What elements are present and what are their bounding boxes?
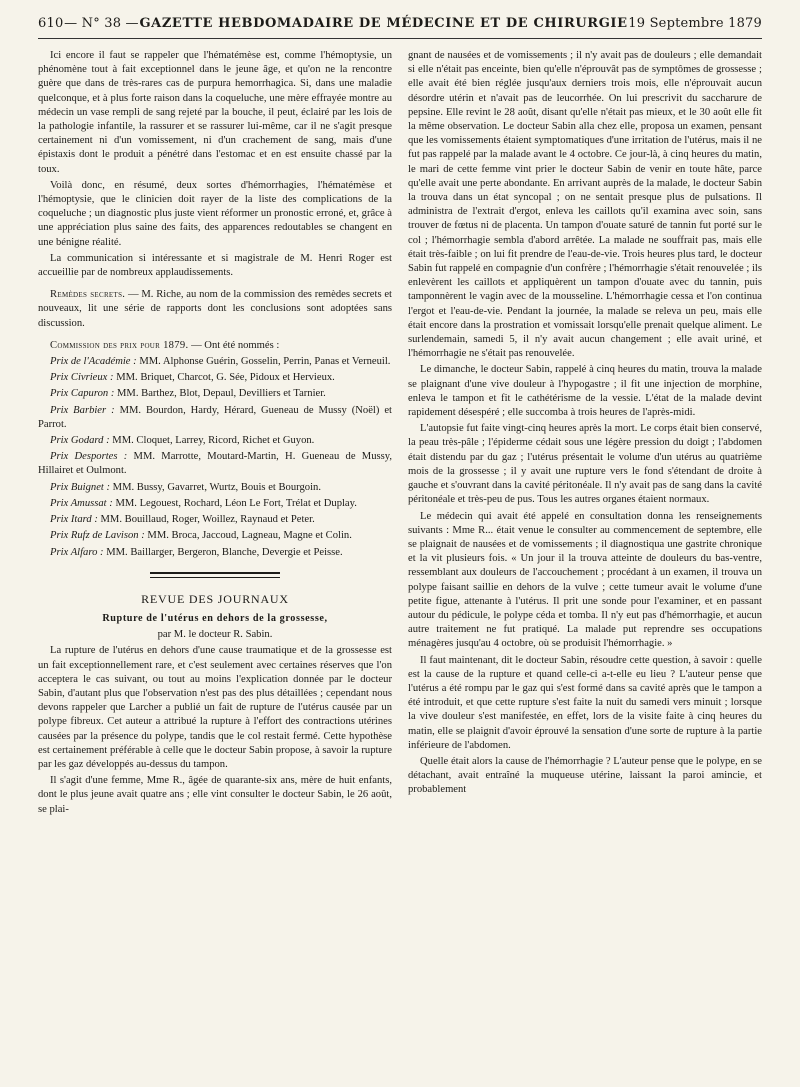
prize-entry bbox=[38, 481, 392, 495]
issue-number: — N° 38 — bbox=[64, 16, 139, 31]
prize-entry bbox=[38, 387, 392, 401]
prize-name: Prix Buignet : bbox=[50, 481, 111, 493]
prize-entry bbox=[38, 513, 392, 527]
prize-name: Prix Itard : bbox=[50, 514, 98, 526]
prize-entry bbox=[38, 450, 392, 478]
commission-label: Commission des prix pour 1879. bbox=[50, 339, 189, 351]
prize-name: Prix Godard : bbox=[50, 435, 110, 447]
section-divider bbox=[150, 572, 280, 578]
prize-entry bbox=[38, 355, 392, 369]
issue-date: 19 Septembre 1879 bbox=[628, 16, 762, 31]
prize-members: MM. Bussy, Gavarret, Wurtz, Bouis et Bourgoin. bbox=[112, 481, 321, 493]
paragraph: L'autopsie fut faite vingt-cinq heures après la mort. Le corps était bien conservé, la peau très-pâle ; l'épiderme cédait sous une légère pression du doigt ; l'abdomen était distendu par du gaz ; l'utérus présentait le volume d'un utérus au quatrième mois de la grossesse ; il y avait une rupture vers le fond s'étendant de droite à gauche et s'ouvrant dans la cavité péritonéale. Il n'y avait pas de sang dans la cavité péritonéale et très-peu de pus. Tous les autres organes étaient normaux. bbox=[408, 423, 762, 506]
commission-paragraph bbox=[38, 339, 392, 353]
section-title: REVUE DES JOURNAUX bbox=[141, 591, 289, 606]
prize-members: MM. Baillarger, Bergeron, Blanche, Devergie et Peisse. bbox=[106, 546, 343, 558]
paragraph: Il faut maintenant, dit le docteur Sabin, résoudre cette question, à savoir : quelle est la cause de la rupture et quand celle-ci a-t-elle eu lieu ? L'auteur pense que l'utérus a été rompu par le gaz qui s'est formé dans sa cavité après que le tampon a été introduit, et que cette rupture s'est faite la nuit du samedi vers minuit ; lorsque la vive douleur s'est manifestée, en effet, lors de la visite faite à cinq heures du matin, elle se plaignit d'avoir éprouvé la sensation d'une sorte de rupture à la partie inférieure de l'abdomen. bbox=[408, 654, 762, 751]
paragraph: Le dimanche, le docteur Sabin, rappelé à cinq heures du matin, trouva la malade se plaignant d'une vive douleur à l'hypogastre ; il fit une injection de morphine, enleva le tampon et fit le cathétérisme de la vessie. L'état de la malade devint rapidement désespéré ; elle succomba à trois heures de l'après-midi. bbox=[408, 364, 762, 419]
prize-name: Prix Civrieux : bbox=[50, 372, 114, 384]
prize-name: Prix Rufz de Lavison : bbox=[50, 530, 145, 542]
article-title: Rupture de l'utérus en dehors de la grossesse, bbox=[102, 612, 328, 624]
prize-members: MM. Bouillaud, Roger, Woillez, Raynaud et Peter. bbox=[100, 514, 315, 526]
prize-members: MM. Briquet, Charcot, G. Sée, Pidoux et Hervieux. bbox=[116, 372, 335, 384]
prize-entry bbox=[38, 371, 392, 385]
paragraph: Le médecin qui avait été appelé en consultation donna les renseignements suivants : Mme R... était venue le consulter au commencement de septembre, elle se plaignait de nausées et de vomissements ; il diagnostiqua une gastrite chronique et la vit plusieurs fois. « Un jour il la trouva atteinte de douleurs du bas-ventre, ressemblant aux douleurs de l'accouchement ; procédant à un examen, il trouva un polype faisant saillie en dehors de la vulve ; cette tumeur avait le volume d'une petite figue, attenante à l'utérus. Il prit une sonde pour l'examiner, et en passant autour du pédicule, le polype céda et tomba. Il n'y eut pas d'hémorrhagie, et aucun autre traitement ne fut pratiqué. La malade put reprendre ses occupations ménagères jusqu'au 4 octobre, où se produisit l'hémorrhagie. » bbox=[408, 510, 762, 650]
columns bbox=[38, 49, 762, 1069]
prize-name: Prix Amussat : bbox=[50, 497, 113, 509]
left-column bbox=[38, 49, 392, 1069]
prize-members: MM. Barthez, Blot, Depaul, Devilliers et Tarnier. bbox=[117, 388, 326, 400]
prize-entry bbox=[38, 434, 392, 448]
prize-members: MM. Marrotte, Moutard-Martin, H. Gueneau de Mussy, Hillairet et Oulmont. bbox=[38, 451, 392, 477]
right-column bbox=[408, 49, 762, 1069]
paragraph: Il s'agit d'une femme, Mme R., âgée de quarante-six ans, mère de huit enfants, dont le plus jeune avait quatre ans ; elle vint consulter le docteur Sabin, le 26 août, se plai- bbox=[38, 775, 392, 815]
paragraph: gnant de nausées et de vomissements ; il n'y avait pas de douleurs ; elle demandait si elle n'était pas enceinte, bien qu'elle n'éprouvât pas de symptômes de grossesse ; elle avait été bien réglée jusqu'aux derniers trois mois, elle n'éprouvait aucun désordre utérin et n'avait pas de leucorrhée. On lui prescrivit du saccharure de pepsine. Elle revint le 28 août, disant qu'elle n'était pas mieux, et le 30 août elle fit la même observation. Le docteur Sabin alla chez elle, proposa un examen, pensant que les vomissements étaient symptomatiques d'une irritation de l'utérus, mais il ne fut pas rappelé par la malade avant le 4 octobre. Ce jour-là, à cinq heures du matin, le mari de cette femme vint prier le docteur Sabin de venir en toute hâte, parce qu'elle avait une perte abondante. En arrivant auprès de la malade, le docteur Sabin la trouva dans un état syncopal ; on ne sentait presque plus de pulsations. Il administra de l'extrait d'ergot, enleva les caillots qu'il examina avec soin, sans trouver de fœtus ni de placenta. Un tampon d'ouate saturé de tannin fut porté sur le col ; l'hémorrhagie sembla d'abord arrêtée. La malade ne souffrait pas, mais elle était très-faible ; on lui fit prendre de l'eau-de-vie. Trois heures plus tard, le docteur Sabin fut rappelé en compagnie d'un confrère ; l'hémorrhagie s'était renouvelée ; ils enlevèrent les caillots et appliquèrent un tampon d'ouate avec du tannin, puis tamponnèrent le vagin avec de la mousseline. L'hémorrhagie cessa et l'on continua l'ergot et l'eau-de-vie. Pendant la journée, la malade se releva un peu, mais elle était encore dans la prostration et vomissait lorsqu'elle prenait quelque aliment. Le surlendemain, samedi 5, il n'y avait aucun changement ; elle avait uriné, et l'hémorrhagie ne s'était pas renouvelée. bbox=[408, 50, 762, 360]
prize-name: Prix Barbier : bbox=[50, 404, 115, 416]
prize-members: MM. Alphonse Guérin, Gosselin, Perrin, Panas et Verneuil. bbox=[139, 356, 391, 368]
prize-entry bbox=[38, 529, 392, 543]
prize-entry bbox=[38, 404, 392, 432]
prize-entry bbox=[38, 497, 392, 511]
prize-members: MM. Cloquet, Larrey, Ricord, Richet et Guyon. bbox=[112, 435, 315, 447]
remedies-label: Remèdes secrets. bbox=[50, 289, 126, 301]
article-byline: par M. le docteur R. Sabin. bbox=[157, 629, 273, 641]
page-number: 610 bbox=[38, 16, 64, 31]
running-header bbox=[38, 10, 762, 39]
remedies-text: — M. Riche, au nom de la commission des remèdes secrets et nouveaux, lit une série de rapports dont les conclusions sont adoptées sans discussion. bbox=[38, 289, 392, 329]
prize-entry bbox=[38, 546, 392, 560]
paragraph: La rupture de l'utérus en dehors d'une cause traumatique et de la grossesse est un fait exceptionnellement rare, et c'est seulement avec certaines réserves que l'on acceptera le cas suivant, ou tout au moins l'explication donnée par le docteur Sabin, d'autant plus que l'observation n'est pas des plus détaillées ; cependant nous devons rappeler que Larcher a publié un fait de rupture de l'utérus causée par un polype fibreux. Cet auteur a attribué la rupture à l'effort des contractions utérines causées par la présence du polype, tandis que le col restait fermé. Cette hypothèse est certainement préférable à celle que le docteur Sabin propose, à savoir la rupture par les gaz développés au-dessus du tampon. bbox=[38, 645, 392, 770]
prize-members: MM. Legouest, Rochard, Léon Le Fort, Trélat et Duplay. bbox=[115, 497, 357, 509]
prize-members: MM. Broca, Jaccoud, Lagneau, Magne et Colin. bbox=[147, 530, 352, 542]
prize-name: Prix de l'Académie : bbox=[50, 356, 137, 368]
paragraph: Ici encore il faut se rappeler que l'hématémèse est, comme l'hémoptysie, un phénomène tout à fait exceptionnel dans le jeune âge, et qu'on ne la rencontre guère que dans de très-rares cas de purpura hemorrhagica. Si, dans une maladie quelconque, et à plus forte raison dans la coqueluche, une mère effrayée montre au médecin un vase rempli de sang rejeté par la bouche, il peut, éclairé par les lois de la pathologie infantile, la rassurer et se rassurer lui-même, car il ne s'agit presque certainement ni d'un vomissement, ni d'un crachement de sang, mais d'une épistaxis dont le produit a pénétré dans l'estomac et en est ensuite chassé par la toux. bbox=[38, 50, 392, 175]
remedies-paragraph bbox=[38, 288, 392, 331]
prize-name: Prix Alfaro : bbox=[50, 546, 104, 558]
prize-name: Prix Desportes : bbox=[50, 451, 128, 463]
commission-text: — Ont été nommés : bbox=[191, 339, 280, 351]
paragraph: La communication si intéressante et si magistrale de M. Henri Roger est accueillie par de nombreux applaudissements. bbox=[38, 252, 392, 279]
journal-title: GAZETTE HEBDOMADAIRE DE MÉDECINE ET DE CHIRURGIE bbox=[139, 16, 628, 31]
paragraph: Voilà donc, en résumé, deux sortes d'hémorrhagies, l'hématémèse et l'hémoptysie, que le clinicien doit rayer de la liste des complications de la coqueluche ; un diagnostic plus juste vient réformer un pronostic erroné, et, grâce à une appréciation plus saine des faits, des apparences redoutables se changent en une bénigne réalité. bbox=[38, 179, 392, 248]
prize-name: Prix Capuron : bbox=[50, 388, 115, 400]
paragraph: Quelle était alors la cause de l'hémorrhagie ? L'auteur pense que le polype, en se détachant, avait entraîné la muqueuse utérine, laissant la paroi amincie, et probablement bbox=[408, 755, 762, 796]
prize-members: MM. Bourdon, Hardy, Hérard, Gueneau de Mussy (Noël) et Parrot. bbox=[38, 404, 392, 430]
